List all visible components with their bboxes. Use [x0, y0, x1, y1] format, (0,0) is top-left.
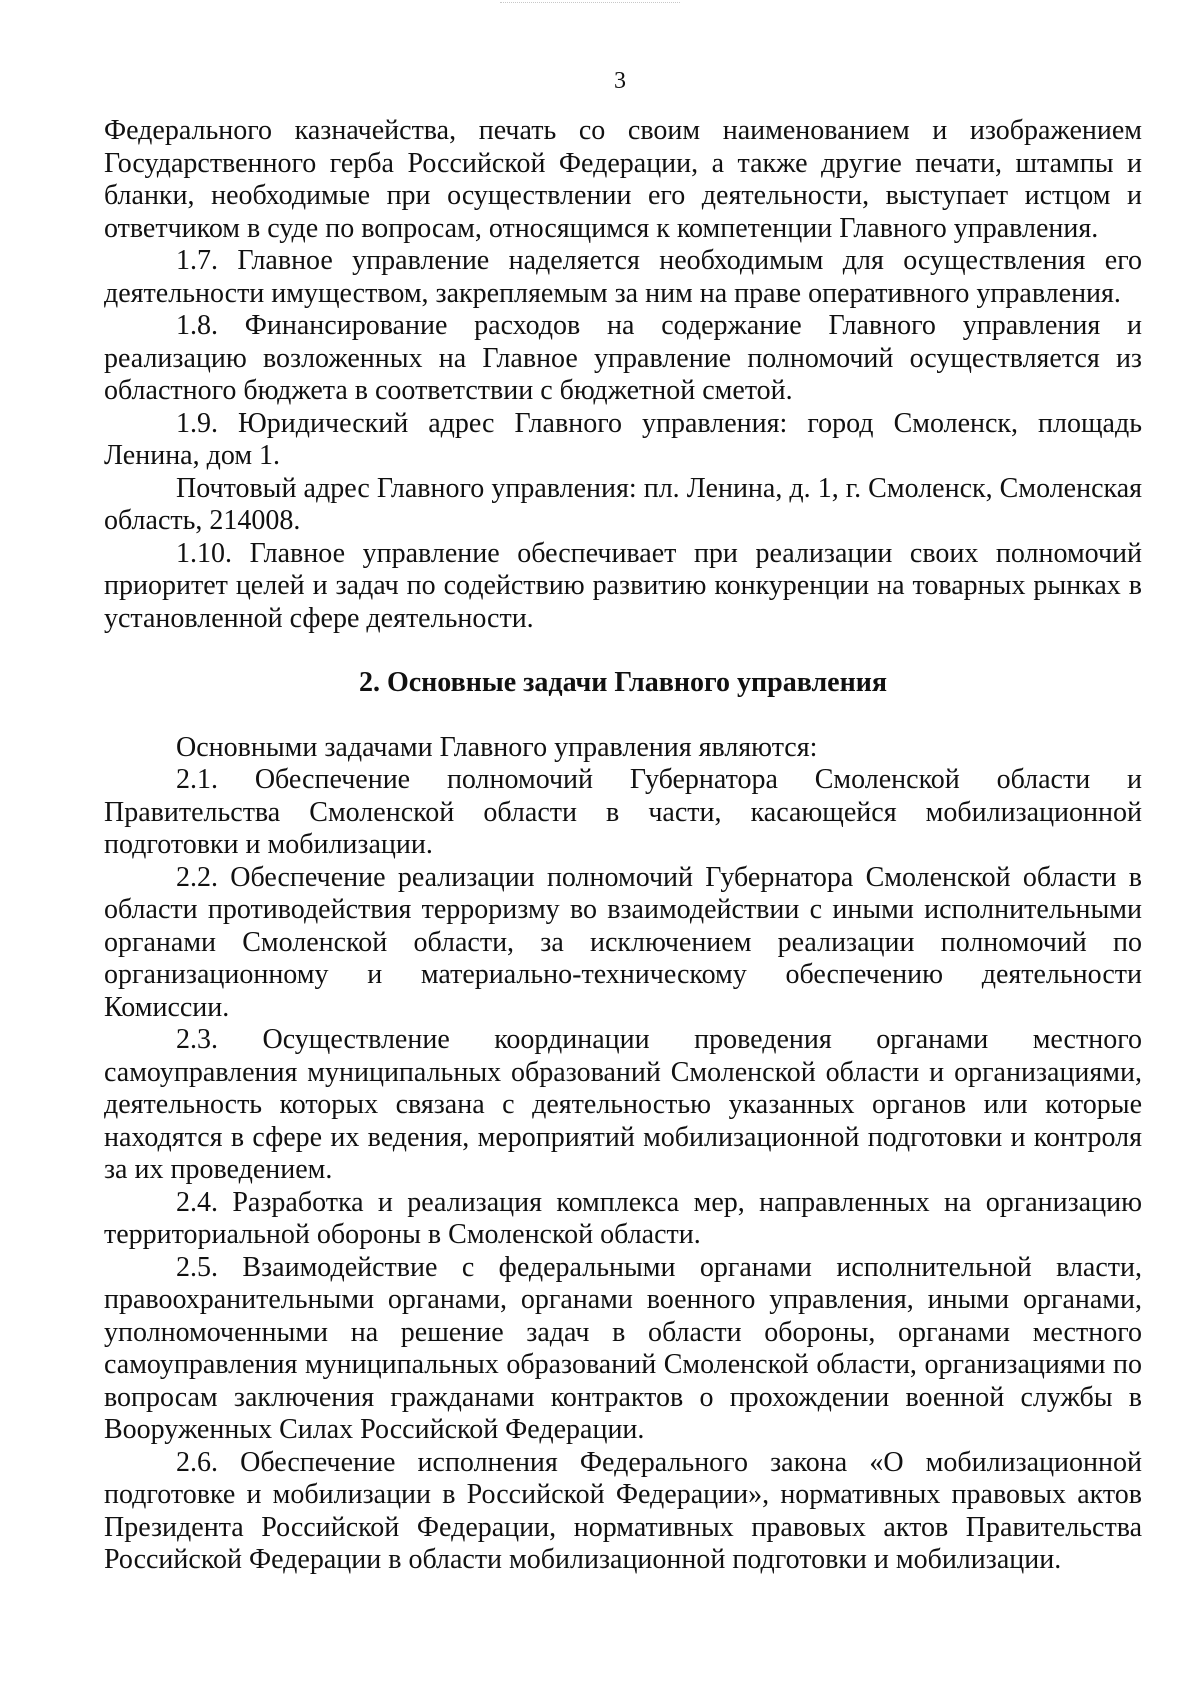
- paragraph-1-7: 1.7. Главное управление наделяется необходимым для осуществления его деятельности имуществом, закрепляемым за ним на праве оперативного управления.: [104, 245, 1142, 309]
- paragraph-2-6: 2.6. Обеспечение исполнения Федерального закона «О мобилизационной подготовке и мобилизации в Российской Федерации», нормативных правовых актов Президента Российской Федерации, нормативных правовых актов Правительства Российской Федерации в области мобилизационной подготовки и мобилизации.: [104, 1446, 1142, 1575]
- paragraph-2-2: 2.2. Обеспечение реализации полномочий Губернатора Смоленской области в области противодействия терроризму во взаимодействии с иными исполнительными органами Смоленской области, за исключением реализации полномочий по организационному и материально-техническому обеспечению деятельности Комиссии.: [104, 861, 1142, 1023]
- paragraph-1-9: 1.9. Юридический адрес Главного управления: город Смоленск, площадь Ленина, дом 1.: [104, 407, 1142, 471]
- section-title: 2. Основные задачи Главного управления: [358, 667, 888, 698]
- page-number: 3: [614, 68, 626, 94]
- paragraph-continuation: Федерального казначейства, печать со своим наименованием и изображением Государственного герба Российской Федерации, а также другие печати, штампы и бланки, необходимые при осуществлении его деятельности, выступает истцом и ответчиком в суде по вопросам, относящимся к компетенции Главного управления.: [104, 115, 1142, 244]
- paragraph-1-8: 1.8. Финансирование расходов на содержание Главного управления и реализацию возложенных на Главное управление полномочий осуществляется из областного бюджета в соответствии с бюджетной сметой.: [104, 310, 1142, 406]
- paragraph-tasks-intro: Основными задачами Главного управления являются:: [176, 731, 818, 763]
- paragraph-2-1: 2.1. Обеспечение полномочий Губернатора Смоленской области и Правительства Смоленской области в части, касающейся мобилизационной подготовки и мобилизации.: [104, 764, 1142, 860]
- paragraph-2-4: 2.4. Разработка и реализация комплекса мер, направленных на организацию территориальной обороны в Смоленской области.: [104, 1186, 1142, 1250]
- scan-artifact: [500, 2, 680, 7]
- paragraph-2-3: 2.3. Осуществление координации проведения органами местного самоуправления муниципальных образований Смоленской области и организациями, деятельность которых связана с деятельностью указанных органов или которые находятся в сфере их ведения, мероприятий мобилизационной подготовки и контроля за их проведением.: [104, 1024, 1142, 1185]
- paragraph-2-5: 2.5. Взаимодействие с федеральными органами исполнительной власти, правоохранительными органами, органами военного управления, иными органами, уполномоченными на решение задач в области обороны, органами местного самоуправления муниципальных образований Смоленской области, организациями по вопросам заключения гражданами контрактов о прохождении военной службы в Вооруженных Силах Российской Федерации.: [104, 1251, 1142, 1445]
- document-body: [104, 115, 1142, 1577]
- paragraph-1-10: 1.10. Главное управление обеспечивает при реализации своих полномочий приоритет целей и задач по содействию развитию конкуренции на товарных рынках в установленной сфере деятельности.: [104, 537, 1142, 634]
- paragraph-postal-address: Почтовый адрес Главного управления: пл. Ленина, д. 1, г. Смоленск, Смоленская область, 214008.: [104, 472, 1142, 536]
